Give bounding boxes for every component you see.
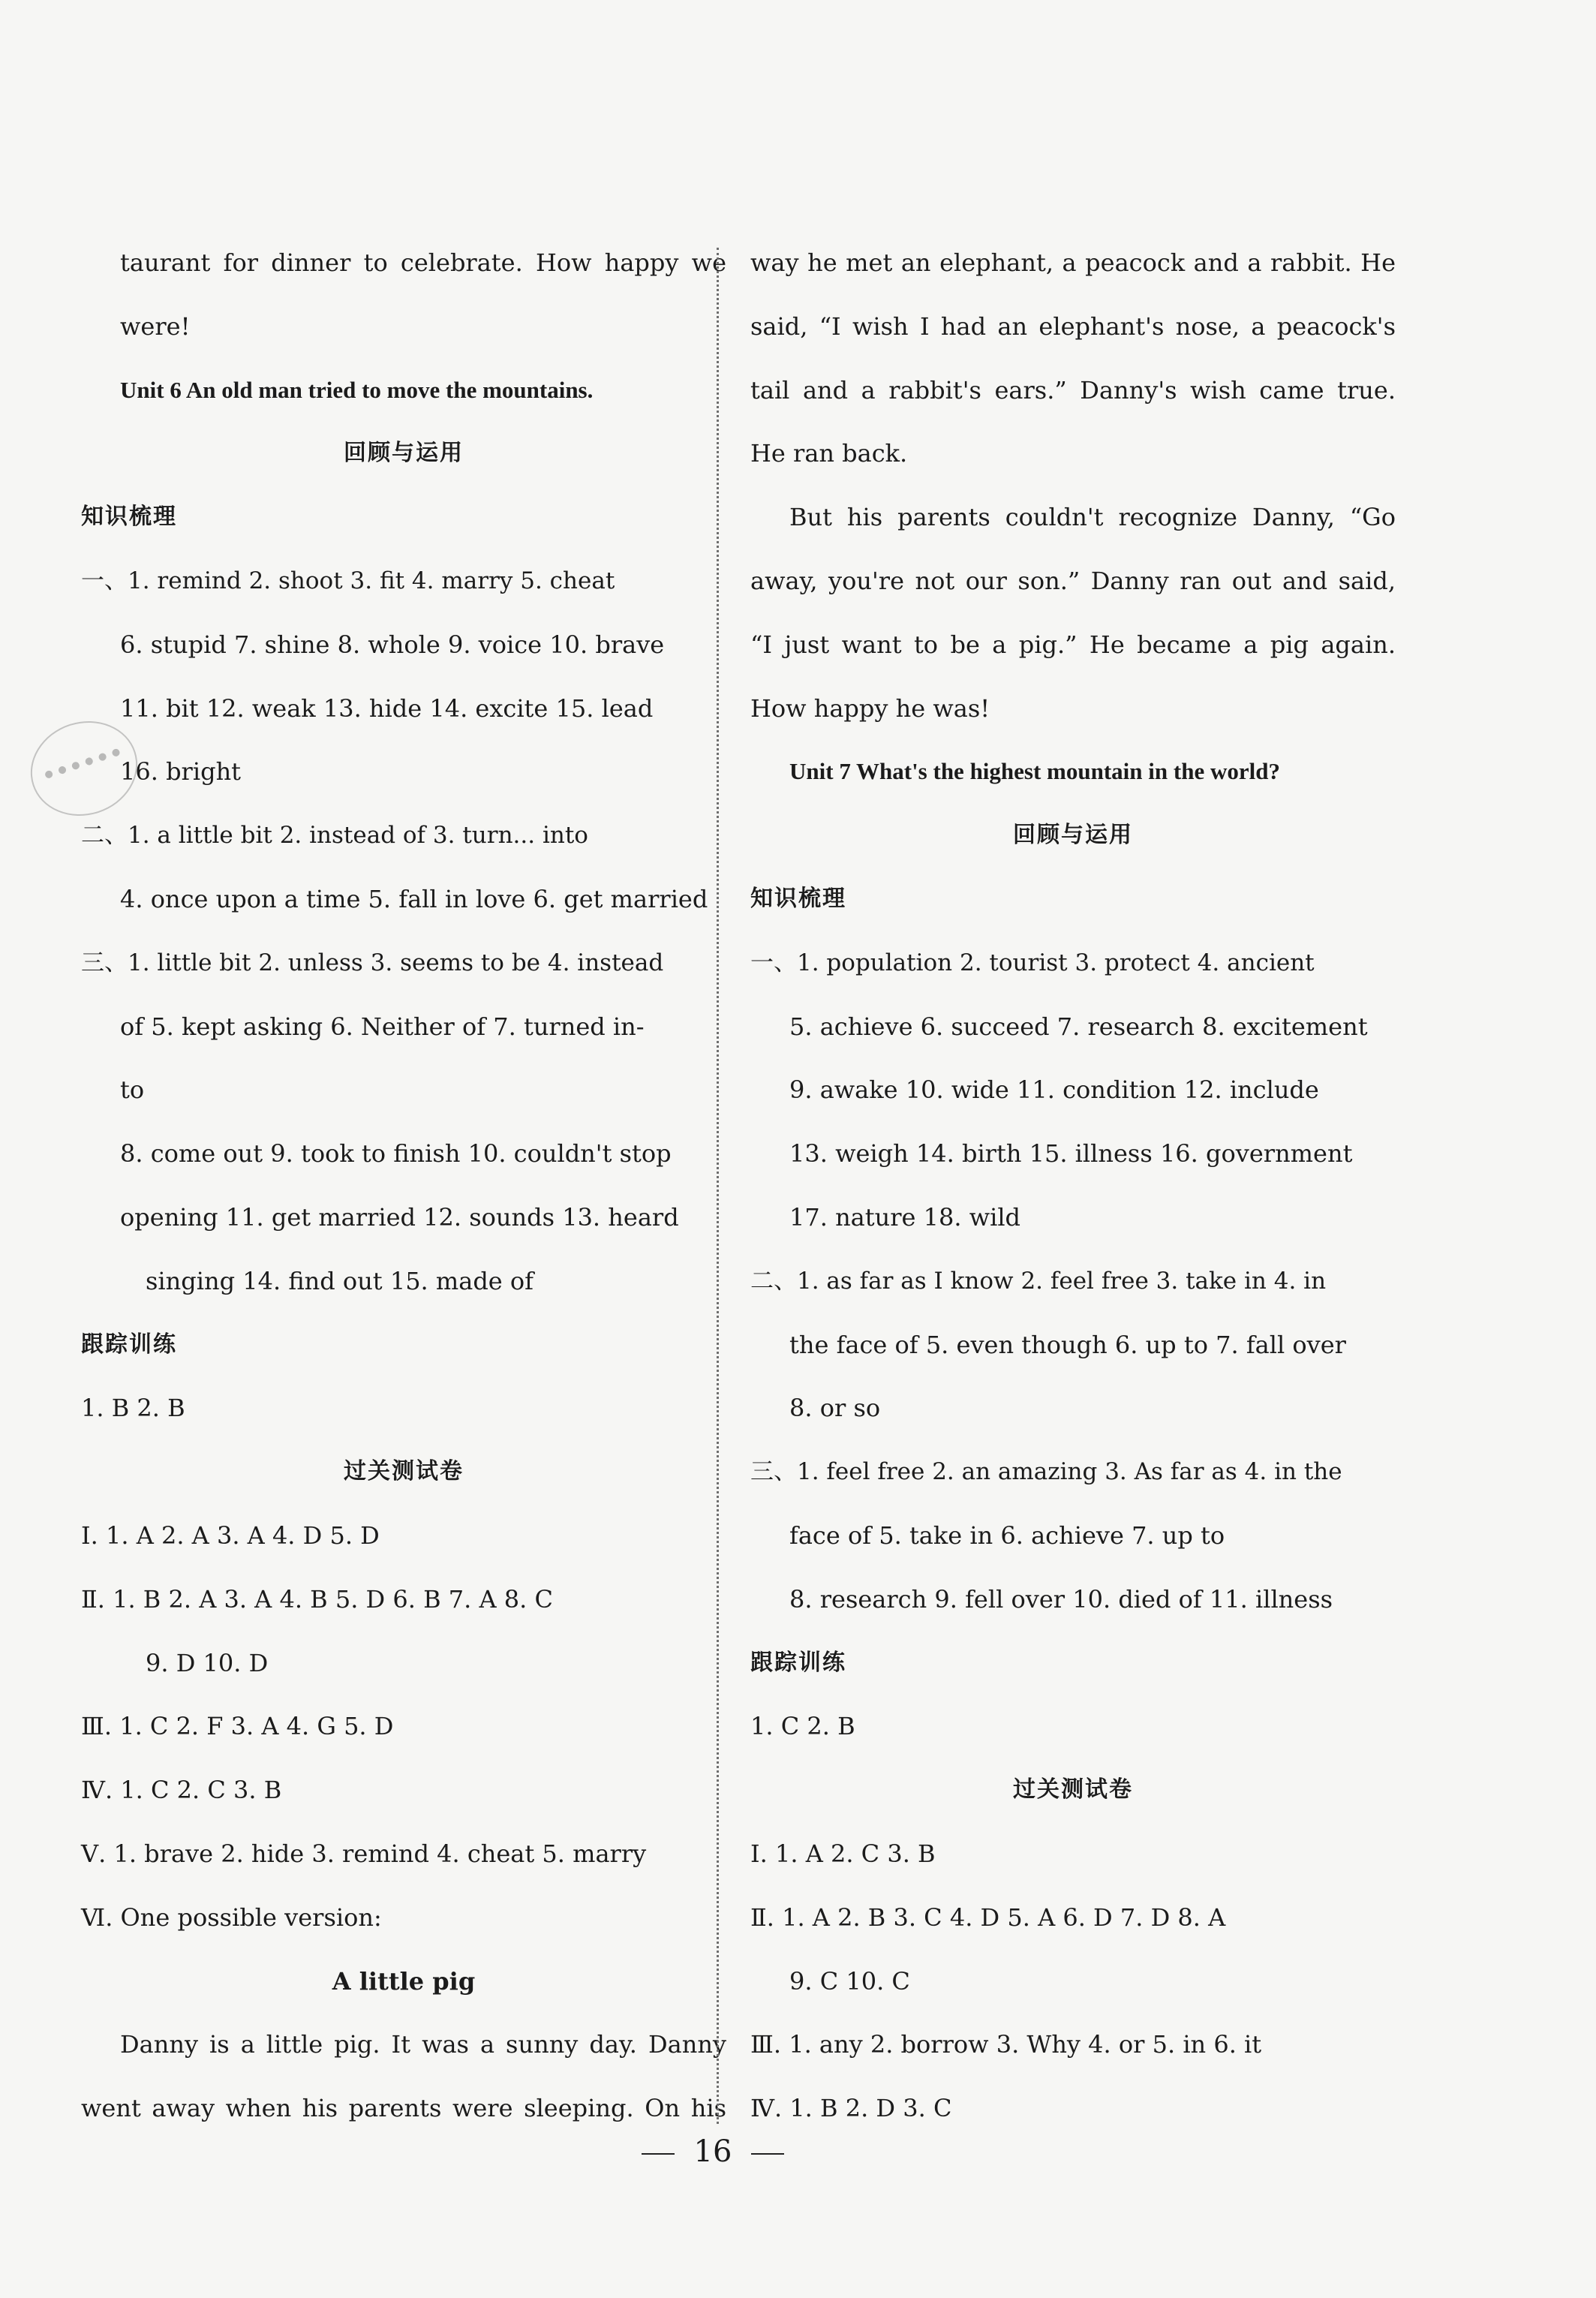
right-line: Ⅲ. 1. any 2. borrow 3. Why 4. or 5. in 6. it [750, 2030, 1262, 2059]
left-line: 过关测试卷 [344, 1458, 464, 1485]
right-line: Ⅳ. 1. B 2. D 3. C [750, 2094, 952, 2123]
left-line: opening 11. get married 12. sounds 13. heard [120, 1202, 679, 1232]
right-line: 5. achieve 6. succeed 7. research 8. excitement [789, 1012, 1368, 1041]
left-line: Ⅰ. 1. A 2. A 3. A 4. D 5. D [81, 1520, 380, 1550]
left-line: 回顾与运用 [344, 440, 464, 467]
left-line: to [120, 1075, 145, 1105]
right-line: 8. or so [789, 1394, 881, 1423]
left-line: Danny is a little pig. It was a sunny day. Danny [120, 2030, 726, 2059]
left-line: Ⅵ. One possible version: [81, 1902, 382, 1932]
right-line: said, “I wish I had an elephant's nose, a peacock's [750, 311, 1396, 341]
left-line: of 5. kept asking 6. Neither of 7. turned in- [120, 1012, 645, 1041]
left-line: Ⅱ. 1. B 2. A 3. A 4. B 5. D 6. B 7. A 8. C [81, 1584, 553, 1614]
left-line: 二、1. a little bit 2. instead of 3. turn... into [81, 822, 588, 850]
right-line: 二、1. as far as I know 2. feel free 3. take in 4. in [750, 1267, 1327, 1295]
left-column [81, 239, 726, 2148]
left-line: went away when his parents were sleeping. On his [81, 2094, 726, 2123]
right-line: tail and a rabbit's ears.” Danny's wish came true. [750, 375, 1396, 405]
left-line: were! [120, 311, 191, 341]
right-line: the face of 5. even though 6. up to 7. fall over [789, 1330, 1346, 1359]
left-line: 知识梳理 [81, 504, 177, 531]
left-line: A little pig [332, 1966, 476, 1996]
right-line: How happy he was! [750, 693, 990, 723]
right-line: face of 5. take in 6. achieve 7. up to [789, 1520, 1225, 1550]
right-line: 1. C 2. B [750, 1712, 855, 1741]
right-line: 17. nature 18. wild [789, 1202, 1021, 1232]
left-line: 4. once upon a time 5. fall in love 6. get married [120, 884, 708, 913]
left-line: 16. bright [120, 757, 242, 787]
left-line: 11. bit 12. weak 13. hide 14. excite 15. lead [120, 693, 654, 723]
right-line: 一、1. population 2. tourist 3. protect 4. ancient [750, 949, 1315, 976]
right-line: 过关测试卷 [1013, 1776, 1133, 1803]
right-line: Ⅰ. 1. A 2. C 3. B [750, 1839, 936, 1868]
left-line: taurant for dinner to celebrate. How happy we [120, 248, 726, 277]
right-line: But his parents couldn't recognize Danny, “Go [789, 503, 1396, 532]
right-line: 三、1. feel free 2. an amazing 3. As far as 4. in the [750, 1458, 1342, 1486]
left-line: Ⅳ. 1. C 2. C 3. B [81, 1776, 282, 1805]
left-line: 8. come out 9. took to finish 10. couldn't stop [120, 1139, 672, 1169]
right-line: “I just want to be a pig.” He became a pig again. [750, 630, 1396, 659]
right-line: way he met an elephant, a peacock and a rabbit. He [750, 248, 1396, 277]
right-line: 知识梳理 [750, 885, 846, 912]
left-line: 跟踪训练 [81, 1331, 177, 1358]
left-line: Unit 6 An old man tried to move the mountains. [120, 376, 594, 403]
right-line: 8. research 9. fell over 10. died of 11. illness [789, 1584, 1333, 1614]
footer-dash-right [751, 2153, 784, 2155]
right-line: 9. C 10. C [789, 1966, 910, 1996]
right-line: 9. awake 10. wide 11. condition 12. include [789, 1075, 1319, 1105]
footer-dash-left [642, 2153, 675, 2155]
left-line: Ⅴ. 1. brave 2. hide 3. remind 4. cheat 5. marry [81, 1839, 647, 1868]
right-line: 回顾与运用 [1013, 822, 1133, 849]
page-footer [0, 2134, 1426, 2169]
left-line: 6. stupid 7. shine 8. whole 9. voice 10. brave [120, 630, 665, 659]
right-line: 跟踪训练 [750, 1649, 846, 1676]
right-line: away, you're not our son.” Danny ran out and said, [750, 566, 1396, 595]
left-line: Ⅲ. 1. C 2. F 3. A 4. G 5. D [81, 1712, 394, 1741]
left-line: 三、1. little bit 2. unless 3. seems to be 4. instead [81, 949, 664, 976]
right-line: He ran back. [750, 439, 908, 468]
left-line: 一、1. remind 2. shoot 3. fit 4. marry 5. cheat [81, 567, 615, 594]
right-column [750, 239, 1396, 2148]
left-line: singing 14. find out 15. made of [146, 1266, 534, 1295]
right-line: 13. weigh 14. birth 15. illness 16. government [789, 1139, 1353, 1169]
right-line: Unit 7 What's the highest mountain in the world? [789, 758, 1280, 785]
left-line: 9. D 10. D [146, 1648, 269, 1677]
right-line: Ⅱ. 1. A 2. B 3. C 4. D 5. A 6. D 7. D 8. A [750, 1902, 1226, 1932]
page-number: 16 [693, 2134, 732, 2169]
column-divider [717, 248, 719, 2124]
left-line: 1. B 2. B [81, 1394, 185, 1423]
